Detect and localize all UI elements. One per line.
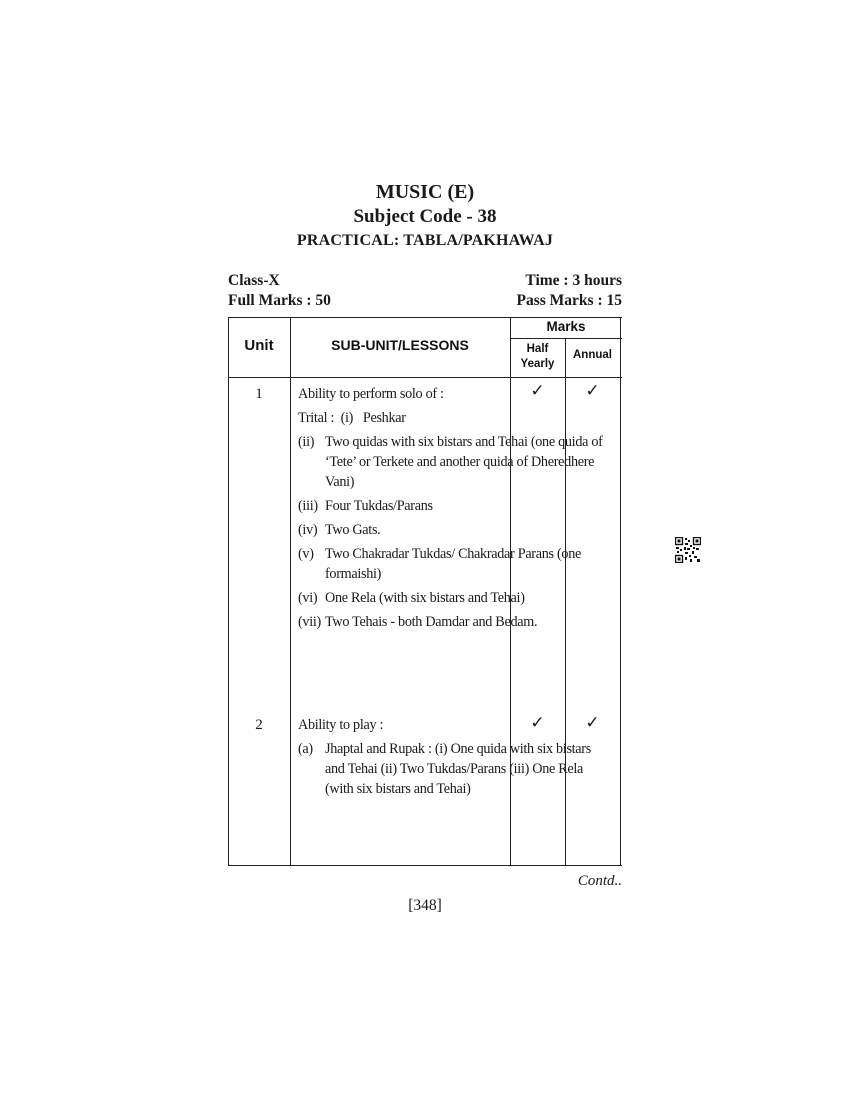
lesson-item: (a) Jhaptal and Rupak : (i) One quida with six bistars and Tehai (ii) Two Tukdas/Parans (iii) One Rela (with six bistars and Tehai) [298,741,591,797]
class-label: Class-X [228,272,280,289]
subject-code: Subject Code - 38 [353,206,497,227]
lesson-item: (v) Two Chakradar Tukdas/ Chakradar Parans (one formaishi) [298,546,582,582]
half-yearly-check-icon: ✓ [530,713,545,732]
syllabus-table [228,317,622,866]
lesson-item: (vii) Two Tehais - both Damdar and Bedam. [298,614,538,630]
lesson-lead: Trital : (i) Peshkar [298,410,406,426]
annual-check-icon: ✓ [585,713,600,732]
practical-title: PRACTICAL: TABLA/PAKHAWAJ [296,232,554,249]
lesson-intro: Ability to play : [298,717,384,733]
subject-title: MUSIC (E) [375,181,475,203]
lesson-item: (iii) Four Tukdas/Parans [298,498,433,514]
annual-check-icon: ✓ [585,381,600,400]
full-marks-label: Full Marks : 50 [228,292,331,309]
header-unit: Unit [244,337,274,354]
pass-marks-label: Pass Marks : 15 [516,292,622,309]
unit-number: 2 [255,717,263,733]
header-marks: Marks [546,319,586,334]
page-number: [348] [408,897,442,914]
header-half-yearly: Half Yearly [520,343,555,370]
continued-note: Contd.. [577,873,622,889]
lesson-item: (vi) One Rela (with six bistars and Tehai) [298,590,525,606]
time-label: Time : 3 hours [525,272,622,289]
unit-number: 1 [255,386,263,402]
lesson-intro: Ability to perform solo of : [298,386,444,402]
lesson-item: (ii) Two quidas with six bistars and Tehai (one quida of ‘Tete’ or Terkete and another quida of Dheredhere Vani) [298,434,603,490]
lesson-item: (iv) Two Gats. [298,522,381,538]
header-lessons: SUB-UNIT/LESSONS [331,337,469,353]
header-annual: Annual [573,349,612,361]
half-yearly-check-icon: ✓ [530,381,545,400]
qr-code-icon [675,537,701,563]
unit-1-lessons [298,384,612,632]
unit-2-lessons [298,715,612,799]
